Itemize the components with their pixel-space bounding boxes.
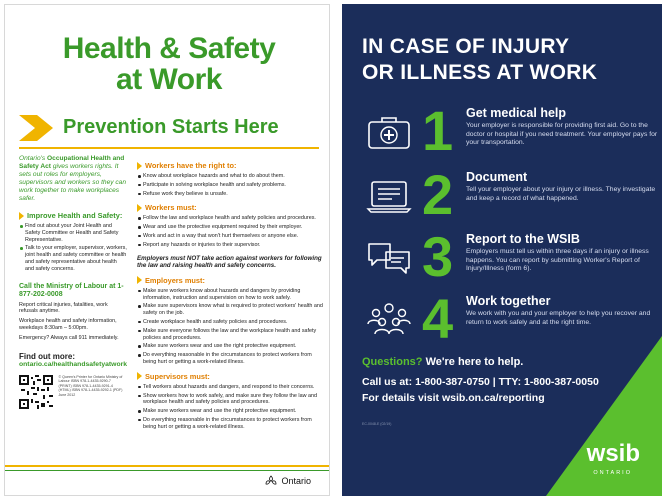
ontario-logo [264,475,311,487]
list-item: Participate in solving workplace health and safety problems. [143,182,323,189]
wsib-logo: wsib [586,440,640,467]
step-number: 3 [422,225,454,288]
poster-subtitle: Prevention Starts Here [63,116,279,138]
step-3 [362,225,652,296]
list-item: Make sure everyone follows the law and the workplace health and safety policies and procedures. [143,328,323,342]
people-group-icon [366,300,412,340]
list-item: Report any hazards or injuries to their supervisor. [143,242,323,249]
trillium-icon [264,475,278,487]
title-line-2: OR ILLNESS AT WORK [362,61,598,84]
step-description: Employers must tell us within three days if an injury or illness happens. You can report by submitting Worker's Report of Injury/Illness (form 6). [466,248,649,273]
supervisors-heading: Supervisors must: [137,372,323,381]
form-code: EC-0048-E (02/19) [362,422,392,426]
step-1 [362,99,658,170]
call-line: Workplace health and safety information, weekdays 8:30am – 5:00pm. [19,318,117,331]
questions-heading [362,356,523,368]
first-aid-kit-icon [366,112,412,152]
chevron-icon [137,276,142,284]
wsib-poster [342,4,662,496]
health-safety-poster [4,4,330,496]
list-item: Do everything reasonable in the circumstances to protect workers from being hurt or getting a work-related illness. [143,417,323,431]
chevron-icon [19,212,24,220]
list-item: Make sure workers wear and use the right protective equipment. [143,343,323,350]
call-line: Call us at: 1-800-387-0750 | TTY: 1-800-387-0050 [362,376,599,388]
footer-rule [5,465,329,467]
step-heading: Document [466,170,528,184]
list-item: Do everything reasonable in the circumstances to protect workers from being hurt or getting a work-related illness. [143,352,323,366]
list-item: Show workers how to work safely, and make sure they follow the law and workplace health and safety policies and procedures. [143,393,323,407]
footer-rule-green [5,470,329,471]
list-item: Find out about your Joint Health and Safety Committee or Health and Safety Representative. [25,223,127,243]
improve-heading: Improve Health and Safety: [19,211,127,220]
step-description: Tell your employer about your injury or illness. They investigate and keep a record of what happened. [466,186,656,202]
list-item: Work and act in a way that won't hurt themselves or anyone else. [143,233,323,240]
wsib-title [362,34,652,86]
chevron-icon [137,372,142,380]
copyright-isbn: © Queen's Printer for Ontario Ministry of Labour ISBN 978-1-4435-9290-7 (PRINT) ISBN 978-1-4435-9291-4 (HTML) ISBN 978-1-4435-9292-1 (PDF) June 2012 [58,374,123,397]
list-item: Wear and use the protective equipment required by their employer. [143,224,323,231]
laptop-document-icon [366,176,412,216]
step-heading: Report to the WSIB [466,232,580,246]
step-number: 4 [422,287,454,350]
call-line: Report critical injuries, fatalities, work refusals anytime. [19,301,108,315]
call-line: Emergency? Always call 911 immediately. [19,334,119,341]
ontario-wordmark: Ontario [281,476,311,486]
list-item: Tell workers about hazards and dangers, and respond to their concerns. [143,384,323,391]
chevron-icon [137,162,142,170]
step-heading: Get medical help [466,106,567,120]
title-line-1: IN CASE OF INJURY [362,35,570,58]
list-item: Know about workplace hazards and what to do about them. [143,173,323,180]
find-heading: Find out more: [19,351,75,361]
rights-heading: Workers have the right to: [137,161,323,170]
workers-must-heading: Workers must: [137,203,323,212]
list-item: Follow the law and workplace health and safety policies and procedures. [143,215,323,222]
speech-bubbles-icon [366,238,412,278]
list-item: Talk to your employer, supervisor, workers, joint health and safety committee or health and safety representative about health and safety concerns. [25,245,127,272]
chevron-arrow-icon [19,115,55,141]
right-column [137,155,323,433]
qr-code-icon [19,375,53,409]
step-description: We work with you and your employer to help you recover and return to work safely and at the right time. [466,310,651,326]
details-line: For details visit wsib.on.ca/reporting [362,392,545,404]
title-line-1: Health & Safety [62,32,276,65]
step-number: 2 [422,163,454,226]
list-item: Create workplace health and safety policies and procedures. [143,319,323,326]
title-line-2: at Work [116,63,222,96]
employer-notice: Employers must NOT take action against workers for following the law and raising health and safety concerns. [137,254,322,270]
chevron-icon [137,204,142,212]
step-number: 1 [422,99,454,162]
divider [19,147,319,149]
wsib-logo-subtitle: ONTARIO [593,470,632,476]
help-label: We're here to help. [425,356,524,368]
employers-heading: Employers must: [137,276,323,285]
step-heading: Work together [466,294,551,308]
list-item: Make sure workers wear and use the right protective equipment. [143,408,323,415]
find-url-link[interactable]: ontario.ca/healthandsafetyatwork [19,360,128,368]
list-item: Make sure workers know about hazards and dangers by providing information, instruction and supervision on how to work safely. [143,288,323,302]
step-description: Your employer is responsible for providing first aid. Go to the doctor or hospital if you need treatment. Your employer pays for your transportation. [466,122,658,147]
list-item: Make sure supervisors know what is required to protect workers' health and safety on the job. [143,303,323,317]
step-2 [362,163,656,234]
intro-text: Ontario's Occupational Health and Safety Act gives workers rights. It sets out roles for employers, supervisors and workers so they can work together to make workplaces safer. [19,155,127,202]
left-column [19,155,127,409]
questions-label: Questions? [362,356,423,368]
poster-title [19,33,319,95]
call-heading: Call the Ministry of Labour at 1-877-202-0008 [19,282,124,298]
list-item: Refuse work they believe is unsafe. [143,191,323,198]
